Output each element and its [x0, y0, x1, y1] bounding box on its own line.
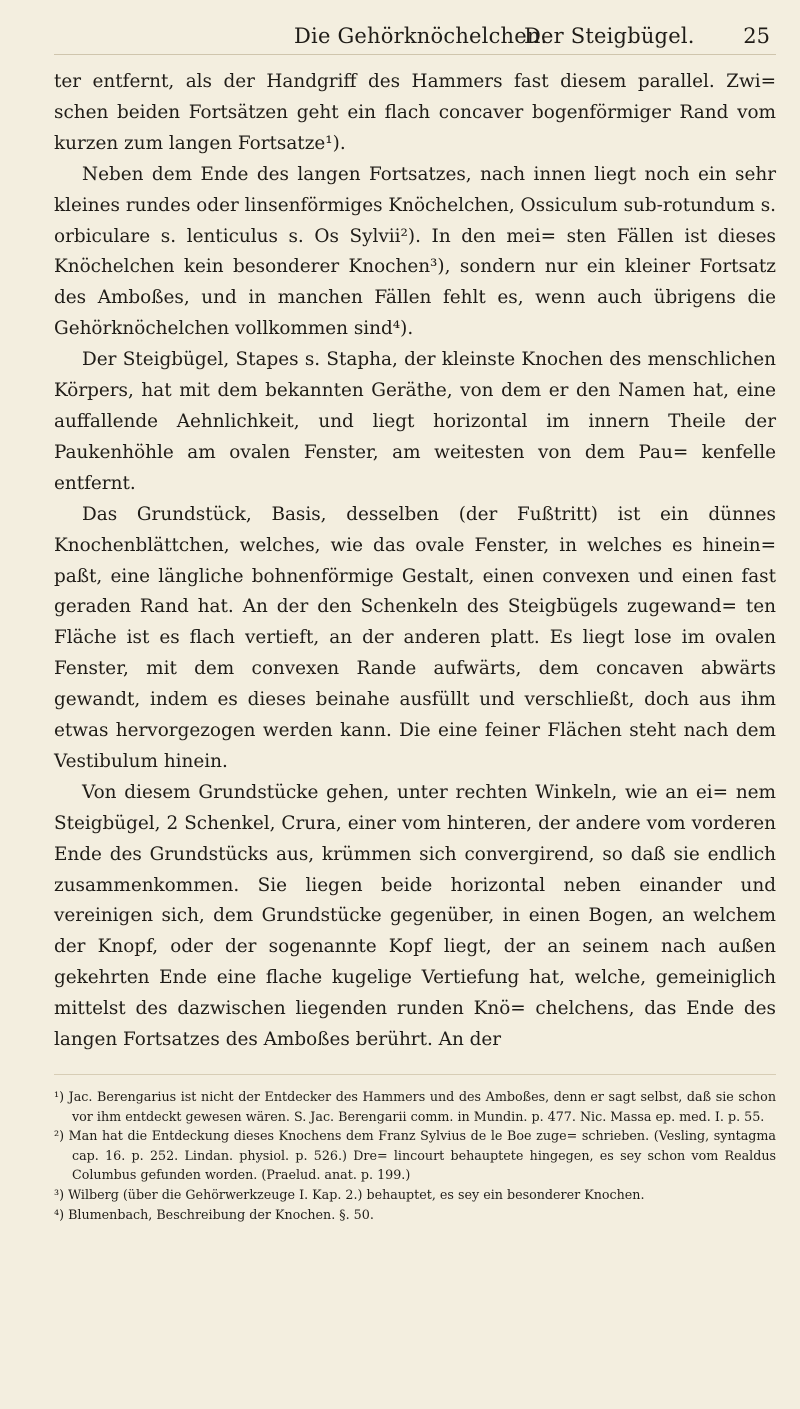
paragraph-os-sylvii: Neben dem Ende des langen Fortsatzes, nach innen liegt noch ein sehr kleines rundes oder linsenförmiges Knöchelchen, Ossiculum sub-rotundum s. orbiculare s. lenticulus s. Os Sylvii²). In den mei= sten Fällen ist dieses Knöchelchen kein besonderer Knochen³), sondern nur ein kleiner Fortsatz des Amboßes, und in manchen Fällen fehlt es, wenn auch übrigens die Gehörknöchelchen vollkommen sind⁴). [54, 163, 776, 340]
footnote-divider [54, 1074, 776, 1075]
footnotes [54, 1087, 776, 1224]
running-head-section-title: Der Steigbügel. [524, 24, 695, 48]
paragraph-schenkel: Von diesem Grundstücke gehen, unter rechten Winkeln, wie an ei= nem Steigbügel, 2 Schenkel, Crura, einer vom hinteren, der andere vom vorderen Ende des Grundstücks aus, krümmen sich convergirend, so daß sie endlich zusammenkommen. Sie liegen beide horizontal neben einander und vereinigen sich, dem Grundstücke gegenüber, in einen Bogen, an welchem der Knopf, oder der sogenannte Kopf liegt, der an seinem nach außen gekehrten Ende eine flache kugelige Vertiefung hat, welche, gemeiniglich mittelst des dazwischen liegenden runden Knö= chelchens, das Ende des langen Fortsatzes des Amboßes berührt. An der [54, 781, 776, 1051]
running-head-chapter-title: Die Gehörknöchelchen. [294, 24, 548, 48]
page-number: 25 [743, 24, 770, 48]
paragraph-grundstueck: Das Grundstück, Basis, desselben (der Fußtritt) ist ein dünnes Knochenblättchen, welches, wie das ovale Fenster, in welches es hinein= paßt, eine längliche bohnenförmige Gestalt, einen convexen und einen fast geraden Rand hat. An der den Schenkeln des Steigbügels zugewand= ten Fläche ist es flach vertieft, an der anderen platt. Es liegt lose im ovalen Fenster, mit dem convexen Rande aufwärts, dem concaven abwärts gewandt, indem es dieses beinahe ausfüllt und verschließt, doch aus ihm etwas hervorgezogen werden kann. Die eine feiner Flächen steht nach dem Vestibulum hinein. [54, 503, 776, 772]
footnote-4: ⁴) Blumenbach, Beschreibung der Knochen. §. 50. [54, 1206, 374, 1222]
footnote-3: ³) Wilberg (über die Gehörwerkzeuge I. Kap. 2.) behauptet, es sey ein besonderer Knochen. [54, 1186, 645, 1202]
footnote-1: ¹) Jac. Berengarius ist nicht der Entdecker des Hammers und des Amboßes, denn er sagt selbst, daß sie schon vor ihm entdeckt gewesen wären. S. Jac. Berengarii comm. in Mundin. p. 477. Nic. Massa ep. med. I. p. 55. [54, 1089, 776, 1124]
paragraph-steigbuegel-intro: Der Steigbügel, Stapes s. Stapha, der kleinste Knochen des menschlichen Körpers, hat mit dem bekannten Geräthe, von dem er den Namen hat, eine auffallende Aehnlichkeit, und liegt horizontal im innern Theile der Paukenhöhle am ovalen Fenster, am weitesten von dem Pau= kenfelle entfernt. [54, 349, 776, 494]
running-head [54, 20, 776, 55]
paragraph-hammer-continuation: ter entfernt, als der Handgriff des Hammers fast diesem parallel. Zwi= schen beiden Fortsätzen geht ein flach concaver bogenförmiger Rand vom kurzen zum langen Fortsatze¹). [54, 71, 776, 154]
main-text [54, 67, 776, 1056]
footnote-2: ²) Man hat die Entdeckung dieses Knochens dem Franz Sylvius de le Boe zuge= schrieben. (Vesling, syntagma cap. 16. p. 252. Lindan. physiol. p. 526.) Dre= lincourt behauptete hingegen, es sey schon vom Realdus Columbus gefunden worden. (Praelud. anat. p. 199.) [54, 1128, 776, 1183]
